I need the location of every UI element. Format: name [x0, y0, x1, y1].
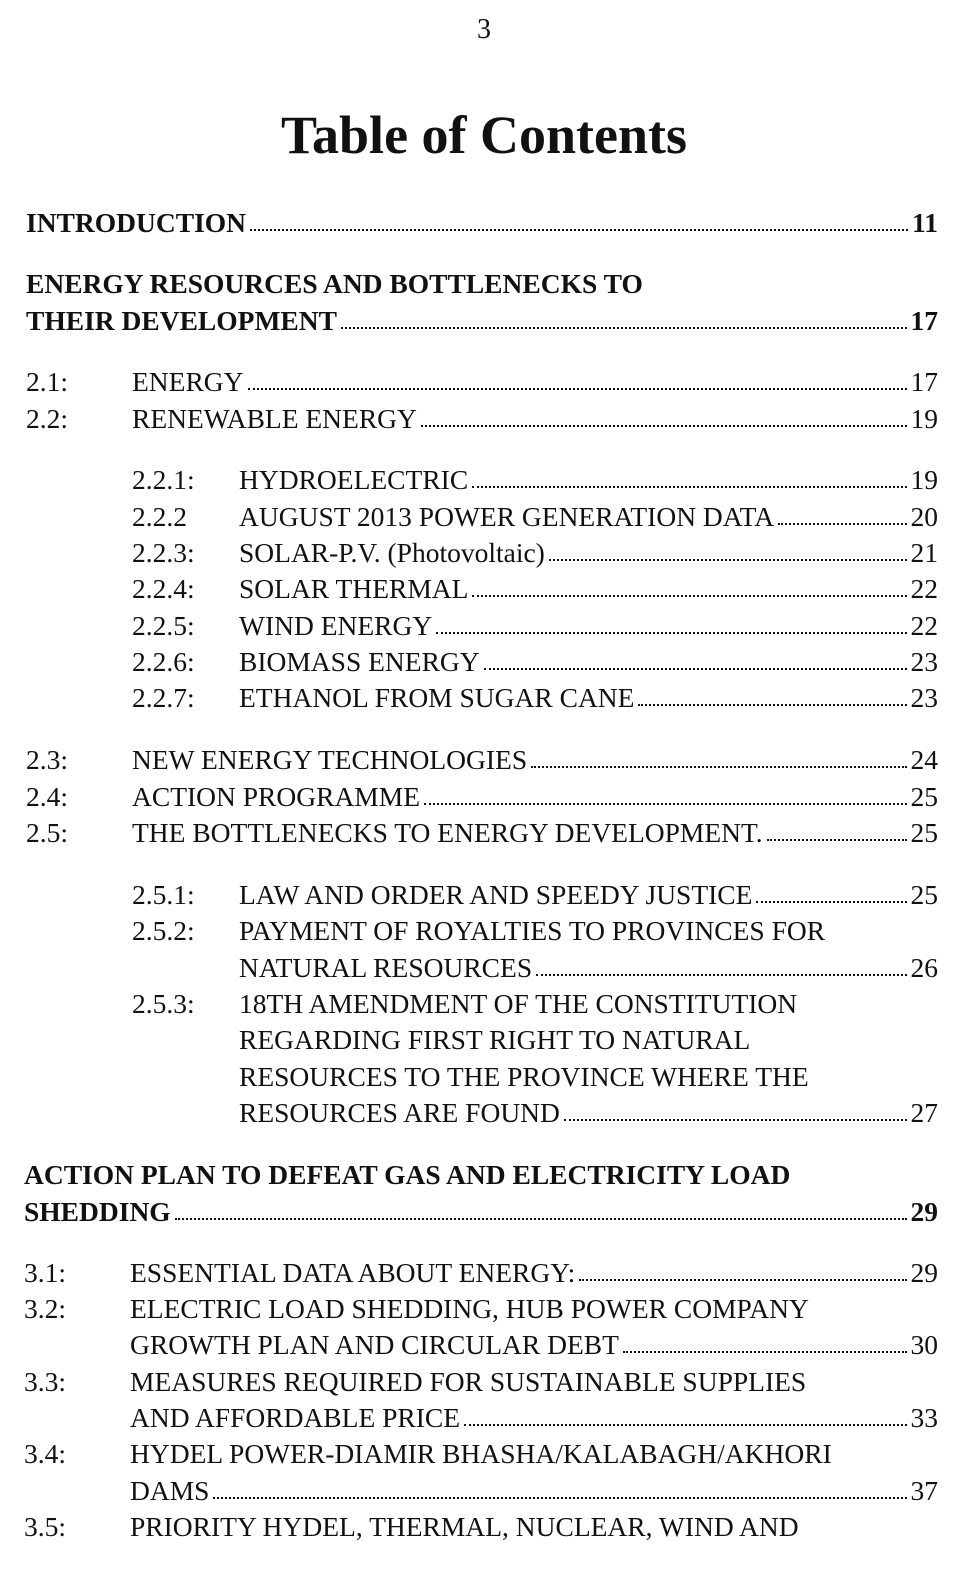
- page-number: 3: [477, 14, 491, 45]
- toc-entry-text: ELECTRIC LOAD SHEDDING, HUB POWER COMPANY: [130, 1293, 809, 1324]
- toc-entry-text: HYDROELECTRIC: [239, 464, 469, 495]
- dot-leader: [564, 1118, 907, 1121]
- dot-leader: [536, 973, 906, 976]
- toc-entry-number: 3.4:: [24, 1438, 67, 1469]
- dot-leader: [549, 558, 907, 561]
- toc-entry-chapter-2[interactable]: [26, 260, 938, 300]
- toc-entry-2-5-1[interactable]: [132, 871, 938, 911]
- toc-entry-3-2[interactable]: [24, 1285, 938, 1325]
- toc-entry-text: SOLAR THERMAL: [239, 573, 469, 604]
- toc-entry-page: 19: [910, 464, 938, 495]
- toc-entry-page: 26: [910, 952, 938, 983]
- toc-entry-2-5-3[interactable]: [132, 980, 938, 1020]
- toc-entry-page: 22: [910, 610, 938, 641]
- toc-entry-text: SOLAR-P.V. (Photovoltaic): [239, 537, 545, 568]
- toc-entry-text: THEIR DEVELOPMENT: [26, 305, 337, 336]
- toc-entry-number: 2.5.2:: [132, 915, 195, 946]
- toc-entry-page: 20: [910, 501, 938, 532]
- toc-entry-text: GROWTH PLAN AND CIRCULAR DEBT: [130, 1329, 619, 1360]
- dot-leader: [472, 594, 906, 597]
- dot-leader: [464, 1423, 906, 1426]
- toc-entry-page: 17: [910, 305, 938, 336]
- toc-entry-number: 3.1:: [24, 1257, 67, 1288]
- toc-entry-chapter-3[interactable]: [24, 1151, 938, 1191]
- toc-entry-number: 2.2.4:: [132, 573, 195, 604]
- toc-entry-3-5[interactable]: [24, 1503, 938, 1543]
- toc-entry-number: 2.2.5:: [132, 610, 195, 641]
- toc-entry-2-2-5[interactable]: [132, 602, 938, 642]
- toc-entry-page: 25: [910, 879, 938, 910]
- toc-entry-text: AND AFFORDABLE PRICE: [130, 1402, 461, 1433]
- toc-entry-text: NATURAL RESOURCES: [239, 952, 533, 983]
- toc-entry-page: 17: [910, 366, 938, 397]
- toc-entry-number: 2.2.7:: [132, 682, 195, 713]
- dot-leader: [638, 703, 906, 706]
- toc-entry-number: 2.2.1:: [132, 464, 195, 495]
- toc-entry-page: 37: [910, 1475, 938, 1506]
- toc-entry-text: ACTION PROGRAMME: [132, 781, 421, 812]
- toc-entry-page: 33: [910, 1402, 938, 1433]
- toc-entry-number: 2.2.6:: [132, 646, 195, 677]
- toc-entry-text: BIOMASS ENERGY: [239, 646, 480, 677]
- toc-entry-2-2-6[interactable]: [132, 638, 938, 678]
- toc-entry-3-4-cont[interactable]: [130, 1467, 938, 1507]
- toc-entry-2-4[interactable]: [26, 773, 938, 813]
- dot-leader: [756, 900, 906, 903]
- toc-entry-page: 22: [910, 573, 938, 604]
- dot-leader: [424, 802, 906, 805]
- toc-entry-page: 29: [910, 1257, 938, 1288]
- toc-entry-2-5-3-cont[interactable]: [239, 1089, 938, 1129]
- toc-entry-page: 27: [910, 1097, 938, 1128]
- dot-leader: [531, 765, 906, 768]
- toc-entry-2-2-4[interactable]: [132, 565, 938, 605]
- toc-entry-number: 3.2:: [24, 1293, 67, 1324]
- toc-entry-number: 2.2.3:: [132, 537, 195, 568]
- toc-entry-number: 2.5.1:: [132, 879, 195, 910]
- dot-leader: [484, 667, 907, 670]
- dot-leader: [436, 631, 906, 634]
- toc-entry-2-5-2[interactable]: [132, 907, 938, 947]
- toc-entry-text: ETHANOL FROM SUGAR CANE: [239, 682, 635, 713]
- toc-entry-3-3-cont[interactable]: [130, 1394, 938, 1434]
- toc-entry-text: RENEWABLE ENERGY: [132, 403, 417, 434]
- toc-entry-number: 3.5:: [24, 1511, 67, 1542]
- toc-entry-number: 3.3:: [24, 1366, 67, 1397]
- toc-entry-chapter-2-cont[interactable]: [26, 297, 938, 337]
- toc-entry-number: 2.1:: [26, 366, 69, 397]
- toc-entry-page: 21: [910, 537, 938, 568]
- toc-entry-text: PAYMENT OF ROYALTIES TO PROVINCES FOR: [239, 915, 826, 946]
- toc-entry-text: ENERGY: [132, 366, 244, 397]
- dot-leader: [472, 485, 906, 488]
- toc-entry-3-1[interactable]: [24, 1249, 938, 1289]
- dot-leader: [341, 326, 907, 329]
- toc-entry-3-4[interactable]: [24, 1430, 938, 1470]
- toc-entry-number: 2.5.3:: [132, 988, 195, 1019]
- toc-entry-page: 19: [910, 403, 938, 434]
- page-title: Table of Contents: [280, 105, 688, 165]
- toc-entry-2-5[interactable]: [26, 809, 938, 849]
- toc-entry-2-2-1[interactable]: [132, 456, 938, 496]
- toc-entry-2-3[interactable]: [26, 736, 938, 776]
- toc-entry-page: 23: [910, 682, 938, 713]
- toc-entry-number: 2.5:: [26, 817, 69, 848]
- toc-entry-text: DAMS: [130, 1475, 210, 1506]
- toc-entry-text: NEW ENERGY TECHNOLOGIES: [132, 744, 528, 775]
- toc-entry-text: INTRODUCTION: [26, 207, 247, 238]
- toc-entry-text: MEASURES REQUIRED FOR SUSTAINABLE SUPPLIES: [130, 1366, 807, 1397]
- toc-entry-text: 18TH AMENDMENT OF THE CONSTITUTION: [239, 988, 798, 1019]
- toc-entry-text: THE BOTTLENECKS TO ENERGY DEVELOPMENT.: [132, 817, 763, 848]
- dot-leader: [767, 838, 907, 841]
- toc-entry-text: ACTION PLAN TO DEFEAT GAS AND ELECTRICITY LOAD: [24, 1159, 791, 1190]
- toc-entry-text: ESSENTIAL DATA ABOUT ENERGY:: [130, 1257, 576, 1288]
- toc-entry-2-2[interactable]: [26, 395, 938, 435]
- dot-leader: [213, 1496, 906, 1499]
- toc-entry-3-3[interactable]: [24, 1358, 938, 1398]
- toc-entry-2-2-2[interactable]: [132, 493, 938, 533]
- toc-entry-2-2-3[interactable]: [132, 529, 938, 569]
- toc-entry-text: RESOURCES TO THE PROVINCE WHERE THE: [239, 1061, 809, 1092]
- toc-entry-number: 2.3:: [26, 744, 69, 775]
- dot-leader: [248, 387, 907, 390]
- toc-entry-number: 2.2:: [26, 403, 69, 434]
- dot-leader: [175, 1217, 907, 1220]
- toc-entry-page: 25: [910, 817, 938, 848]
- toc-entry-2-5-3-cont[interactable]: [239, 1053, 938, 1093]
- toc-entry-2-5-3-cont[interactable]: [239, 1016, 938, 1056]
- toc-entry-text: ENERGY RESOURCES AND BOTTLENECKS TO: [26, 268, 643, 299]
- toc-entry-number: 2.2.2: [132, 501, 187, 532]
- toc-entry-text: LAW AND ORDER AND SPEEDY JUSTICE: [239, 879, 753, 910]
- dot-leader: [623, 1350, 907, 1353]
- dot-leader: [421, 424, 907, 427]
- toc-entry-text: PRIORITY HYDEL, THERMAL, NUCLEAR, WIND AND: [130, 1511, 799, 1542]
- toc-entry-3-2-cont[interactable]: [130, 1321, 938, 1361]
- toc-entry-text: AUGUST 2013 POWER GENERATION DATA: [239, 501, 775, 532]
- dot-leader: [778, 522, 906, 525]
- toc-entry-page: 23: [910, 646, 938, 677]
- dot-leader: [579, 1278, 906, 1281]
- toc-entry-2-2-7[interactable]: [132, 674, 938, 714]
- toc-entry-text: WIND ENERGY: [239, 610, 433, 641]
- toc-entry-page: 11: [912, 207, 938, 238]
- toc-entry-text: HYDEL POWER-DIAMIR BHASHA/KALABAGH/AKHORI: [130, 1438, 832, 1469]
- toc-entry-page: 29: [910, 1196, 938, 1227]
- toc-entry-text: RESOURCES ARE FOUND: [239, 1097, 560, 1128]
- toc-entry-2-5-2-cont[interactable]: [239, 944, 938, 984]
- dot-leader: [250, 228, 908, 231]
- toc-entry-2-1[interactable]: [26, 358, 938, 398]
- toc-entry-introduction[interactable]: [26, 199, 938, 239]
- toc-entry-text: REGARDING FIRST RIGHT TO NATURAL: [239, 1024, 751, 1055]
- toc-entry-text: SHEDDING: [24, 1196, 171, 1227]
- toc-entry-page: 24: [910, 744, 938, 775]
- toc-entry-page: 25: [910, 781, 938, 812]
- toc-entry-chapter-3-cont[interactable]: [24, 1188, 938, 1228]
- toc-entry-number: 2.4:: [26, 781, 69, 812]
- toc-entry-page: 30: [910, 1329, 938, 1360]
